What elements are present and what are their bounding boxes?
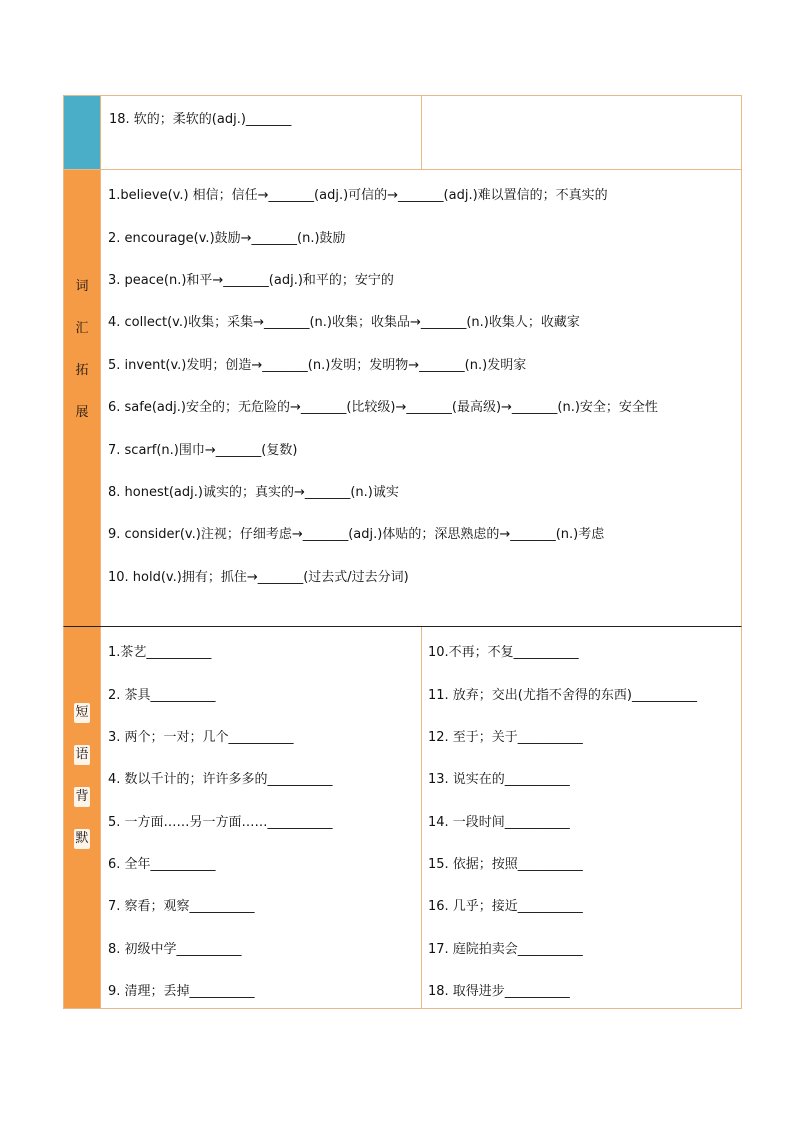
- column-divider: [421, 96, 422, 169]
- section-label: 短 语 背 默: [64, 703, 100, 871]
- list-item: 2. encourage(v.)鼓励→_______(n.)鼓励: [108, 231, 346, 246]
- list-item: 1.茶艺__________: [108, 645, 212, 660]
- list-item: 18. 取得进步__________: [428, 984, 570, 999]
- phrase-recital-section: [63, 627, 742, 1009]
- list-item: 16. 几乎；接近__________: [428, 899, 583, 914]
- list-item: 10. hold(v.)拥有；抓住→_______(过去式/过去分词): [108, 570, 409, 585]
- list-item: 4. collect(v.)收集；采集→_______(n.)收集；收集品→_______(n.)收集人；收藏家: [108, 315, 580, 330]
- list-item: 9. consider(v.)注视；仔细考虑→_______(adj.)体贴的；深思熟虑的→_______(n.)考虑: [108, 527, 605, 542]
- list-item: 3. 两个；一对；几个__________: [108, 730, 294, 745]
- vocab-expansion-list: [100, 170, 741, 626]
- list-item: 8. 初级中学__________: [108, 942, 242, 957]
- phrase-recital-content: [100, 627, 741, 1008]
- list-item: 5. invent(v.)发明；创造→_______(n.)发明；发明物→_______(n.)发明家: [108, 358, 527, 373]
- vocab-item-18: 18. 软的；柔软的(adj.)_______: [109, 112, 292, 127]
- list-item: 17. 庭院拍卖会__________: [428, 942, 583, 957]
- list-item: 15. 依据；按照__________: [428, 857, 583, 872]
- vocab-expansion-section: [63, 170, 742, 627]
- list-item: 10.不再；不复__________: [428, 645, 579, 660]
- section-label: 词 汇 拓 展: [75, 279, 89, 420]
- list-item: 13. 说实在的__________: [428, 772, 570, 787]
- list-item: 6. 全年__________: [108, 857, 216, 872]
- top-row-block: [63, 95, 742, 170]
- list-item: 7. 察看；观察__________: [108, 899, 255, 914]
- section-label-bar: [64, 170, 100, 626]
- list-item: 14. 一段时间__________: [428, 815, 570, 830]
- list-item: 5. 一方面……另一方面……__________: [108, 815, 333, 830]
- list-item: 3. peace(n.)和平→_______(adj.)和平的；安宁的: [108, 273, 394, 288]
- list-item: 11. 放弃；交出(尤指不舍得的东西)__________: [428, 688, 697, 703]
- list-item: 7. scarf(n.)围巾→_______(复数): [108, 443, 298, 458]
- section-label-bar: [64, 627, 100, 1008]
- top-row-content: [100, 96, 741, 169]
- list-item: 9. 清理；丢掉__________: [108, 984, 255, 999]
- list-item: 12. 至于；关于__________: [428, 730, 583, 745]
- list-item: 4. 数以千计的；许许多多的__________: [108, 772, 333, 787]
- column-divider: [421, 627, 422, 1008]
- section-color-bar: [64, 96, 100, 169]
- list-item: 6. safe(adj.)安全的；无危险的→_______(比较级)→_______(最高级)→_______(n.)安全；安全性: [108, 400, 658, 415]
- list-item: 2. 茶具__________: [108, 688, 216, 703]
- list-item: 8. honest(adj.)诚实的；真实的→_______(n.)诚实: [108, 485, 399, 500]
- list-item: 1.believe(v.) 相信；信任→_______(adj.)可信的→_______(adj.)难以置信的；不真实的: [108, 188, 608, 203]
